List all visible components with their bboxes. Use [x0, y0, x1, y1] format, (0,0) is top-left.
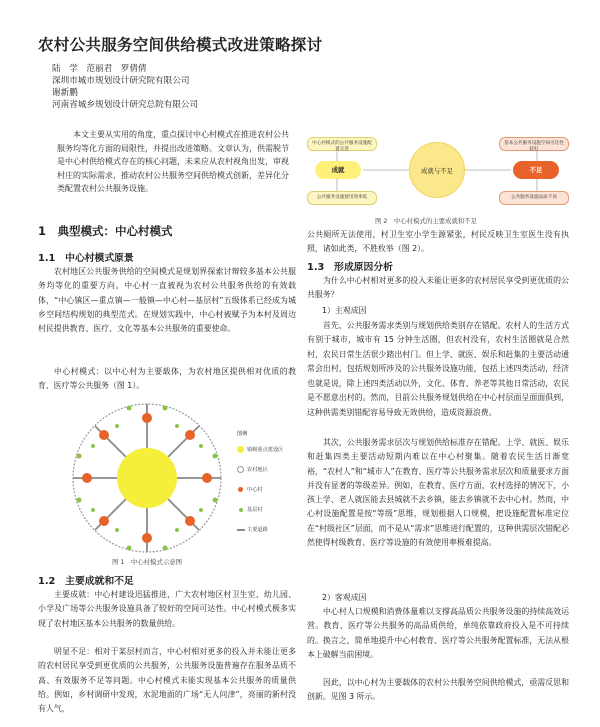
section-1-3-paragraph-3: 其次，公共服务需求层次与规划供给标准存在错配。上学、就医、娱乐和赶集四类主要活动短期内难以在中心村聚集。随着农民生活日渐宽裕，“农村人”和“城市人”在教育、医疗等公共服务需求层次和质量要求方面并没有显著的等级差异。例如，在教育、医疗方面，农村选择的情况下，小孩上学、老人就医能去县城就不去乡镇，能去乡镇就不去中心村。然而，中心村设施配置是按“等级”思维，规划根据人口规模，把设施配置标准定位在“村级社区”层面，而不是从“需求”思维进行配置的，这种供需层次错配必然使得村级教育、医疗等设施的有效使用率极难提高。: [307, 438, 569, 548]
author-affiliation-2: 河南省城乡规划设计研究总院有限公司: [52, 100, 199, 110]
figure-2-caption: 图 2 中心村模式的主要成就和不足: [375, 217, 477, 225]
fig2-box-bottom-right-label: 公共服务设施品质不高: [511, 195, 557, 200]
section-1-3-paragraph-2: 首先，公共服务需求类别与规划供给类别存在错配。农村人的生活方式有别于城市，城市有 15 分钟生活圈，但农村没有，农村生活圈就是合然村，农民日常生活很少踏出村门。但上学、就医、娱乐和赶集的主要活动通常会出村，包括规划所涉及的公共服务设施功能，包括上述四类活动，经济: [307, 321, 569, 373]
legend-label-base: 基层村: [247, 507, 263, 513]
section-1-3-heading: 1.3 形成原因分析: [307, 262, 393, 273]
figure-1-legend: [237, 430, 295, 550]
section-1-1-paragraph-1: 农村地区公共服务供给的空间模式是规划界探索讨辩较多基本公共服务均等化的重要方向。中心村一直被视为农村公共服务供给的有效载体，“中心镇区—重点镇—一般镇—中心村—基层村”五级体系已经成为城乡空间结构规划的典型范式。在规划实践中，中心村被赋予为本村及周边村民提供教育、医疗、文化等基本公共服务的重要使命。: [38, 267, 296, 334]
figure-2-diagram: [307, 130, 567, 210]
town-center-circle: [117, 448, 177, 508]
fig2-achieve-label: 成就: [331, 166, 345, 174]
legend-label-rural: 农村地区: [247, 467, 268, 473]
objective-causes-label: 2）客观成因: [322, 593, 367, 602]
legend-swatch-base: [239, 508, 243, 512]
section-1-3-paragraph-5: 因此，以中心村为主要载体的农村公共服务空间供给模式，亟需反思和创新。见图 3 所示。: [307, 678, 569, 702]
author-line-2: 谢新鹏: [52, 88, 78, 98]
fig2-lack-label: 不足: [529, 166, 543, 174]
abstract: 本文主要从实用的角度，重点探讨中心村模式在推进农村公共服务均等化方面的局限性，并提出改进策略。文章认为，供需脱节是中心村供给模式存在的核心问题，未来应从农村视角出发，审视村庄的实际需求，推动农村公共服务空间供给模式创新，差异化分类配置农村公共服务设施。: [57, 130, 289, 194]
legend-swatch-central: [238, 487, 243, 492]
legend-title: 图例: [237, 431, 248, 437]
legend-label-central: 中心村: [247, 487, 263, 493]
figure-1-caption: 图 1 中心村模式示意图: [112, 558, 183, 566]
subjective-causes-label: 1）主观成因: [322, 306, 367, 315]
fig2-box-bottom-left-label: 公共服务设施使用效率低: [316, 195, 368, 200]
fig2-center-label: 成就与不足: [421, 167, 453, 175]
section-1-3-paragraph-1: 为什么中心村相对更多的投入未能让更多的农村居民享受到更优质的公共服务？: [307, 276, 569, 300]
legend-swatch-town: [237, 446, 244, 453]
section-1-3-paragraph-4: 中心村人口规模和消费体量难以支撑高品质公共服务设施的持续高效运营。教育、医疗等公共服务的高品质供给，单纯依靠政府投入是不可持续的。换言之，简单地提升中心村教育、医疗等公共服务配置标准，无法从根本上破解当前困境。: [307, 607, 569, 659]
author-line-1: 陆 学 范丽君 罗倩倩: [52, 64, 147, 74]
fig2-box-top-right-label: 基本公共服务设施空间可达性较好: [504, 141, 564, 152]
legend-swatch-rural: [237, 466, 244, 473]
legend-label-town: 镇级重点建设区: [247, 447, 284, 453]
section-1-2-heading: 1.2 主要成就和不足: [38, 576, 134, 587]
author-affiliation-1: 深圳市城市规划设计研究院有限公司: [52, 76, 190, 86]
section-1-1-heading: 1.1 中心村模式原景: [38, 253, 134, 264]
section-1-2-paragraph-1: 主要成就：中心村建设迅猛推进，广大农村地区村卫生室、幼儿园、小学及广场等公共服务设施具备了较好的空间可达性。中心村模式极多实现了农村地区基本公共服务的数量供给。: [38, 590, 296, 628]
figure-1-diagram: [57, 398, 237, 556]
section-1-1-paragraph-2: 中心村模式：以中心村为主要载体，为农村地区提供相对优质的教育、医疗等公共服务（图 1）。: [38, 367, 296, 391]
page-title: 农村公共服务空间供给模式改进策略探讨: [38, 36, 323, 54]
section-1-2-paragraph-2: 明显不足：相对于某层村而言，中心村相对更多的投入并未能让更多的农村居民享受到更优质的公共服务，公共服务设施普遍存在服务品质不高、有效服务不足等问题。中心村模式未能实现基本公共服务的质量供给。例如，乡村调研中发现，水泥地面的广场“无人问津”，亮丽的新村没有人气，: [38, 647, 296, 714]
legend-swatch-road: [237, 529, 245, 531]
legend-label-road: 主要道路: [247, 527, 268, 533]
section-1-heading: 1 典型模式：中心村模式: [38, 224, 173, 238]
right-paragraph-continuation: 公共厕所无法使用，村卫生室小学生源紧张，村民反映卫生室医生没有执照，诸如此类，不胜枚举（图 2）。: [307, 230, 569, 254]
section-1-3-paragraph-2b: 也就是说，除上述四类活动以外，文化、体育、养老等其他日常活动，农民是不愿意出村的。然而，目前公共服务规划供给在中心村层面呈面面俱到，这种供需类别错配容易导致无效供给，造成资源浪费。: [307, 379, 569, 417]
fig2-box-top-left-label: 中心村模式的公共服务设施配置完善: [312, 141, 372, 152]
